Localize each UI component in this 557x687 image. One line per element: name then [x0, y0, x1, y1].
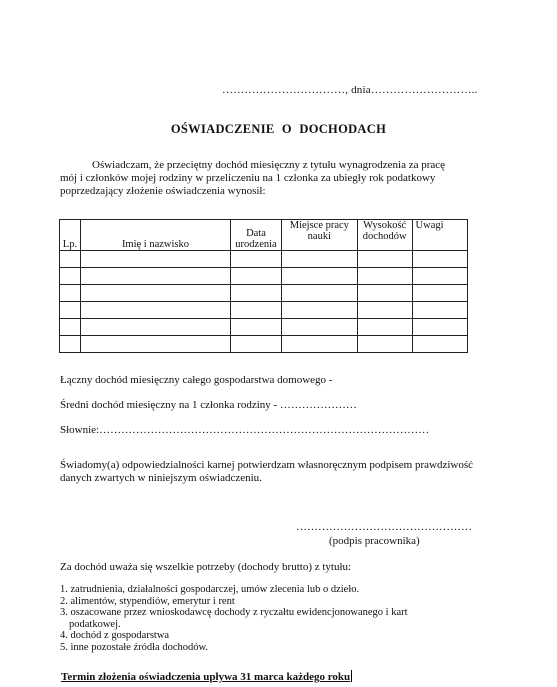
table-cell[interactable] — [281, 302, 357, 319]
income-sources-list — [60, 584, 408, 653]
table-cell[interactable] — [60, 336, 81, 353]
deadline-note — [61, 670, 352, 683]
list-item: 1. zatrudnienia, działalności gospodarczej, umów zlecenia lub o dzieło. — [60, 584, 360, 595]
table-cell[interactable] — [412, 319, 467, 336]
table-cell[interactable] — [231, 319, 282, 336]
table-cell[interactable] — [231, 268, 282, 285]
table-cell[interactable] — [412, 285, 467, 302]
table-cell[interactable] — [60, 285, 81, 302]
signature-label: (podpis pracownika) — [329, 535, 420, 547]
table-cell[interactable] — [357, 285, 412, 302]
table-cell[interactable] — [80, 336, 230, 353]
table-cell[interactable] — [357, 251, 412, 268]
list-item: 5. inne pozostałe źródła dochodów. — [60, 641, 209, 653]
table-row — [60, 285, 468, 302]
table-cell[interactable] — [412, 336, 467, 353]
text-cursor — [351, 670, 352, 682]
table-cell[interactable] — [281, 251, 357, 268]
column-header-lp: Lp. — [60, 220, 81, 251]
table-cell[interactable] — [80, 302, 230, 319]
list-item: 4. dochód z gospodarstwa — [60, 630, 170, 641]
table-row — [60, 268, 468, 285]
list-item: podatkowej. — [69, 618, 121, 630]
total-income-field[interactable]: Łączny dochód miesięczny całego gospodarstwa domowego - — [60, 374, 333, 386]
table-cell[interactable] — [281, 285, 357, 302]
date-place-line[interactable]: ……………………………, dnia……………………….. — [222, 84, 478, 96]
table-cell[interactable] — [60, 319, 81, 336]
acknowledgement-line-1: Świadomy(a) odpowiedzialności karnej potwierdzam własnoręcznym podpisem prawdziwość — [60, 459, 473, 471]
table-cell[interactable] — [357, 302, 412, 319]
column-header-notes: Uwagi — [412, 220, 467, 251]
table-cell[interactable] — [412, 268, 467, 285]
table-row — [60, 302, 468, 319]
list-item: 2. alimentów, stypendiów, emerytur i rent — [60, 595, 235, 607]
table-cell[interactable] — [231, 251, 282, 268]
table-cell[interactable] — [60, 302, 81, 319]
column-header-work-place: Miejsce pracy nauki — [281, 220, 357, 251]
intro-line-3: poprzedzający złożenie oświadczenia wynosił: — [60, 185, 266, 197]
table-cell[interactable] — [231, 285, 282, 302]
table-cell[interactable] — [281, 336, 357, 353]
intro-paragraph — [60, 159, 480, 198]
table-cell[interactable] — [80, 285, 230, 302]
intro-line-2: mój i członków mojej rodziny w przeliczeniu na 1 członka za ubiegły rok podatkowy — [60, 172, 436, 184]
document-title: OŚWIADCZENIE O DOCHODACH — [170, 122, 387, 136]
table-row — [60, 251, 468, 268]
amount-in-words-field[interactable]: Słownie:……………………………………………………………………………… — [60, 424, 430, 436]
acknowledgement-paragraph — [60, 459, 500, 485]
column-header-birth-date: Data urodzenia — [231, 220, 282, 251]
table-header-row — [60, 220, 468, 251]
table-cell[interactable] — [80, 251, 230, 268]
signature-line[interactable]: ………………………………………… — [296, 521, 472, 533]
table-cell[interactable] — [412, 302, 467, 319]
deadline-text: Termin złożenia oświadczenia upływa 31 marca każdego roku — [61, 671, 351, 683]
table-cell[interactable] — [281, 268, 357, 285]
column-header-income: Wysokość dochodów — [357, 220, 412, 251]
table-cell[interactable] — [231, 336, 282, 353]
list-item: 3. oszacowane przez wnioskodawcę dochody z ryczałtu ewidencjonowanego i kart — [60, 607, 408, 618]
table-cell[interactable] — [231, 302, 282, 319]
acknowledgement-line-2: danych zwartych w niniejszym oświadczeniu. — [60, 472, 262, 484]
table-cell[interactable] — [357, 268, 412, 285]
table-cell[interactable] — [60, 268, 81, 285]
household-members-table — [59, 219, 468, 353]
table-cell[interactable] — [60, 251, 81, 268]
table-cell[interactable] — [357, 319, 412, 336]
income-definition: Za dochód uważa się wszelkie potrzeby (dochody brutto) z tytułu: — [60, 561, 352, 573]
table-cell[interactable] — [412, 251, 467, 268]
table-row — [60, 319, 468, 336]
table-row — [60, 336, 468, 353]
intro-line-1: Oświadczam, że przeciętny dochód miesięczny z tytułu wynagrodzenia za pracę — [92, 159, 446, 171]
column-header-name: Imię i nazwisko — [80, 220, 230, 251]
table-cell[interactable] — [80, 268, 230, 285]
table-cell[interactable] — [357, 336, 412, 353]
table-cell[interactable] — [281, 319, 357, 336]
table-cell[interactable] — [80, 319, 230, 336]
average-income-field[interactable]: Średni dochód miesięczny na 1 członka rodziny - ………………… — [60, 399, 357, 411]
